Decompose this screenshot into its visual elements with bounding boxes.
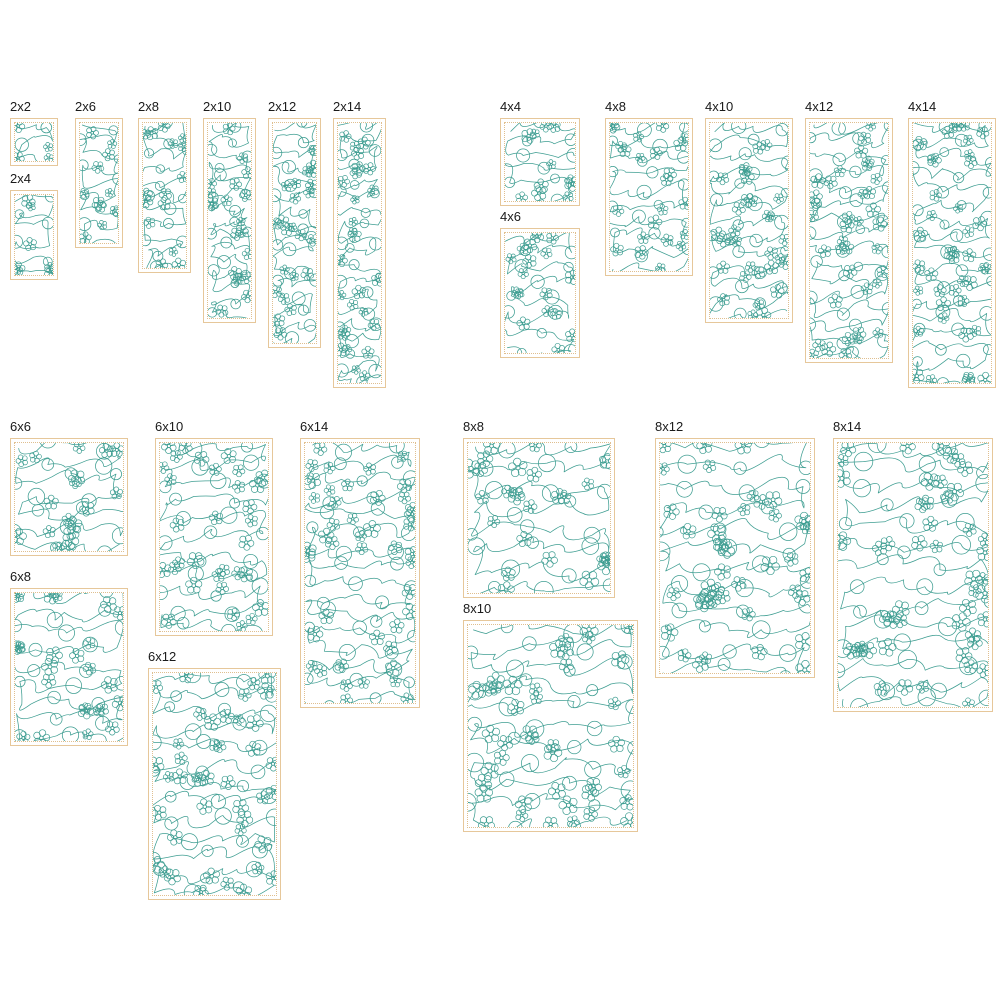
design-hoop-6x14 — [300, 419, 420, 708]
design-hoop-4x4 — [500, 99, 580, 206]
floral-vine-stitch-art — [468, 443, 610, 593]
floral-vine-stitch-art — [80, 123, 118, 243]
design-hoop-8x14 — [833, 419, 993, 712]
hoop-size-label: 4x14 — [908, 99, 937, 114]
design-hoop-6x10 — [155, 419, 273, 636]
design-hoop-4x8 — [605, 99, 693, 276]
floral-vine-stitch-art — [153, 673, 276, 895]
floral-vine-stitch-art — [710, 123, 788, 318]
hoop-size-label: 2x6 — [75, 99, 96, 114]
design-hoop-4x12 — [805, 99, 893, 363]
hoop-size-label: 6x12 — [148, 649, 177, 664]
hoop-size-label: 2x2 — [10, 99, 31, 114]
design-hoop-8x8 — [463, 419, 615, 598]
floral-vine-stitch-art — [15, 593, 123, 741]
hoop-size-label: 4x10 — [705, 99, 734, 114]
hoop-size-label: 2x12 — [268, 99, 297, 114]
floral-vine-stitch-art — [838, 443, 988, 707]
design-hoop-6x8 — [10, 569, 128, 746]
hoop-size-label: 2x4 — [10, 171, 31, 186]
design-hoop-2x12 — [268, 99, 321, 348]
design-hoop-2x2 — [10, 99, 58, 166]
design-hoop-2x6 — [75, 99, 123, 248]
design-hoop-2x10 — [203, 99, 256, 323]
hoop-size-label: 6x14 — [300, 419, 329, 434]
floral-vine-stitch-art — [610, 123, 688, 271]
floral-vine-stitch-art — [505, 233, 575, 353]
design-hoop-4x14 — [908, 99, 996, 388]
design-hoop-2x4 — [10, 171, 58, 280]
design-hoop-2x8 — [138, 99, 191, 273]
floral-vine-stitch-art — [305, 443, 415, 703]
hoop-size-label: 6x6 — [10, 419, 31, 434]
floral-vine-stitch-art — [208, 123, 251, 318]
hoop-size-label: 4x12 — [805, 99, 834, 114]
hoop-size-label: 8x8 — [463, 419, 484, 434]
floral-vine-stitch-art — [468, 625, 633, 827]
design-hoop-8x12 — [655, 419, 815, 678]
floral-vine-stitch-art — [15, 123, 53, 161]
hoop-size-label: 6x10 — [155, 419, 184, 434]
design-hoop-6x12 — [148, 649, 281, 900]
design-hoop-4x10 — [705, 99, 793, 323]
design-hoop-2x14 — [333, 99, 386, 388]
floral-vine-stitch-art — [15, 195, 53, 275]
floral-vine-stitch-art — [143, 123, 186, 268]
design-hoop-4x6 — [500, 209, 580, 358]
hoop-size-label: 4x6 — [500, 209, 521, 224]
hoop-size-label: 2x10 — [203, 99, 232, 114]
hoop-size-label: 8x12 — [655, 419, 684, 434]
floral-vine-stitch-art — [338, 123, 381, 383]
hoop-size-label: 8x10 — [463, 601, 492, 616]
floral-vine-stitch-art — [660, 443, 810, 673]
floral-vine-stitch-art — [273, 123, 316, 343]
hoop-size-label: 2x14 — [333, 99, 362, 114]
hoop-size-label: 6x8 — [10, 569, 31, 584]
floral-vine-stitch-art — [505, 123, 575, 201]
floral-vine-stitch-art — [913, 123, 991, 383]
floral-vine-stitch-art — [160, 443, 268, 631]
floral-vine-stitch-art — [810, 123, 888, 358]
design-hoop-6x6 — [10, 419, 128, 556]
hoop-size-label: 2x8 — [138, 99, 159, 114]
floral-vine-stitch-art — [15, 443, 123, 551]
hoop-size-label: 4x4 — [500, 99, 521, 114]
hoop-size-label: 4x8 — [605, 99, 626, 114]
hoop-size-label: 8x14 — [833, 419, 862, 434]
design-hoop-8x10 — [463, 601, 638, 832]
